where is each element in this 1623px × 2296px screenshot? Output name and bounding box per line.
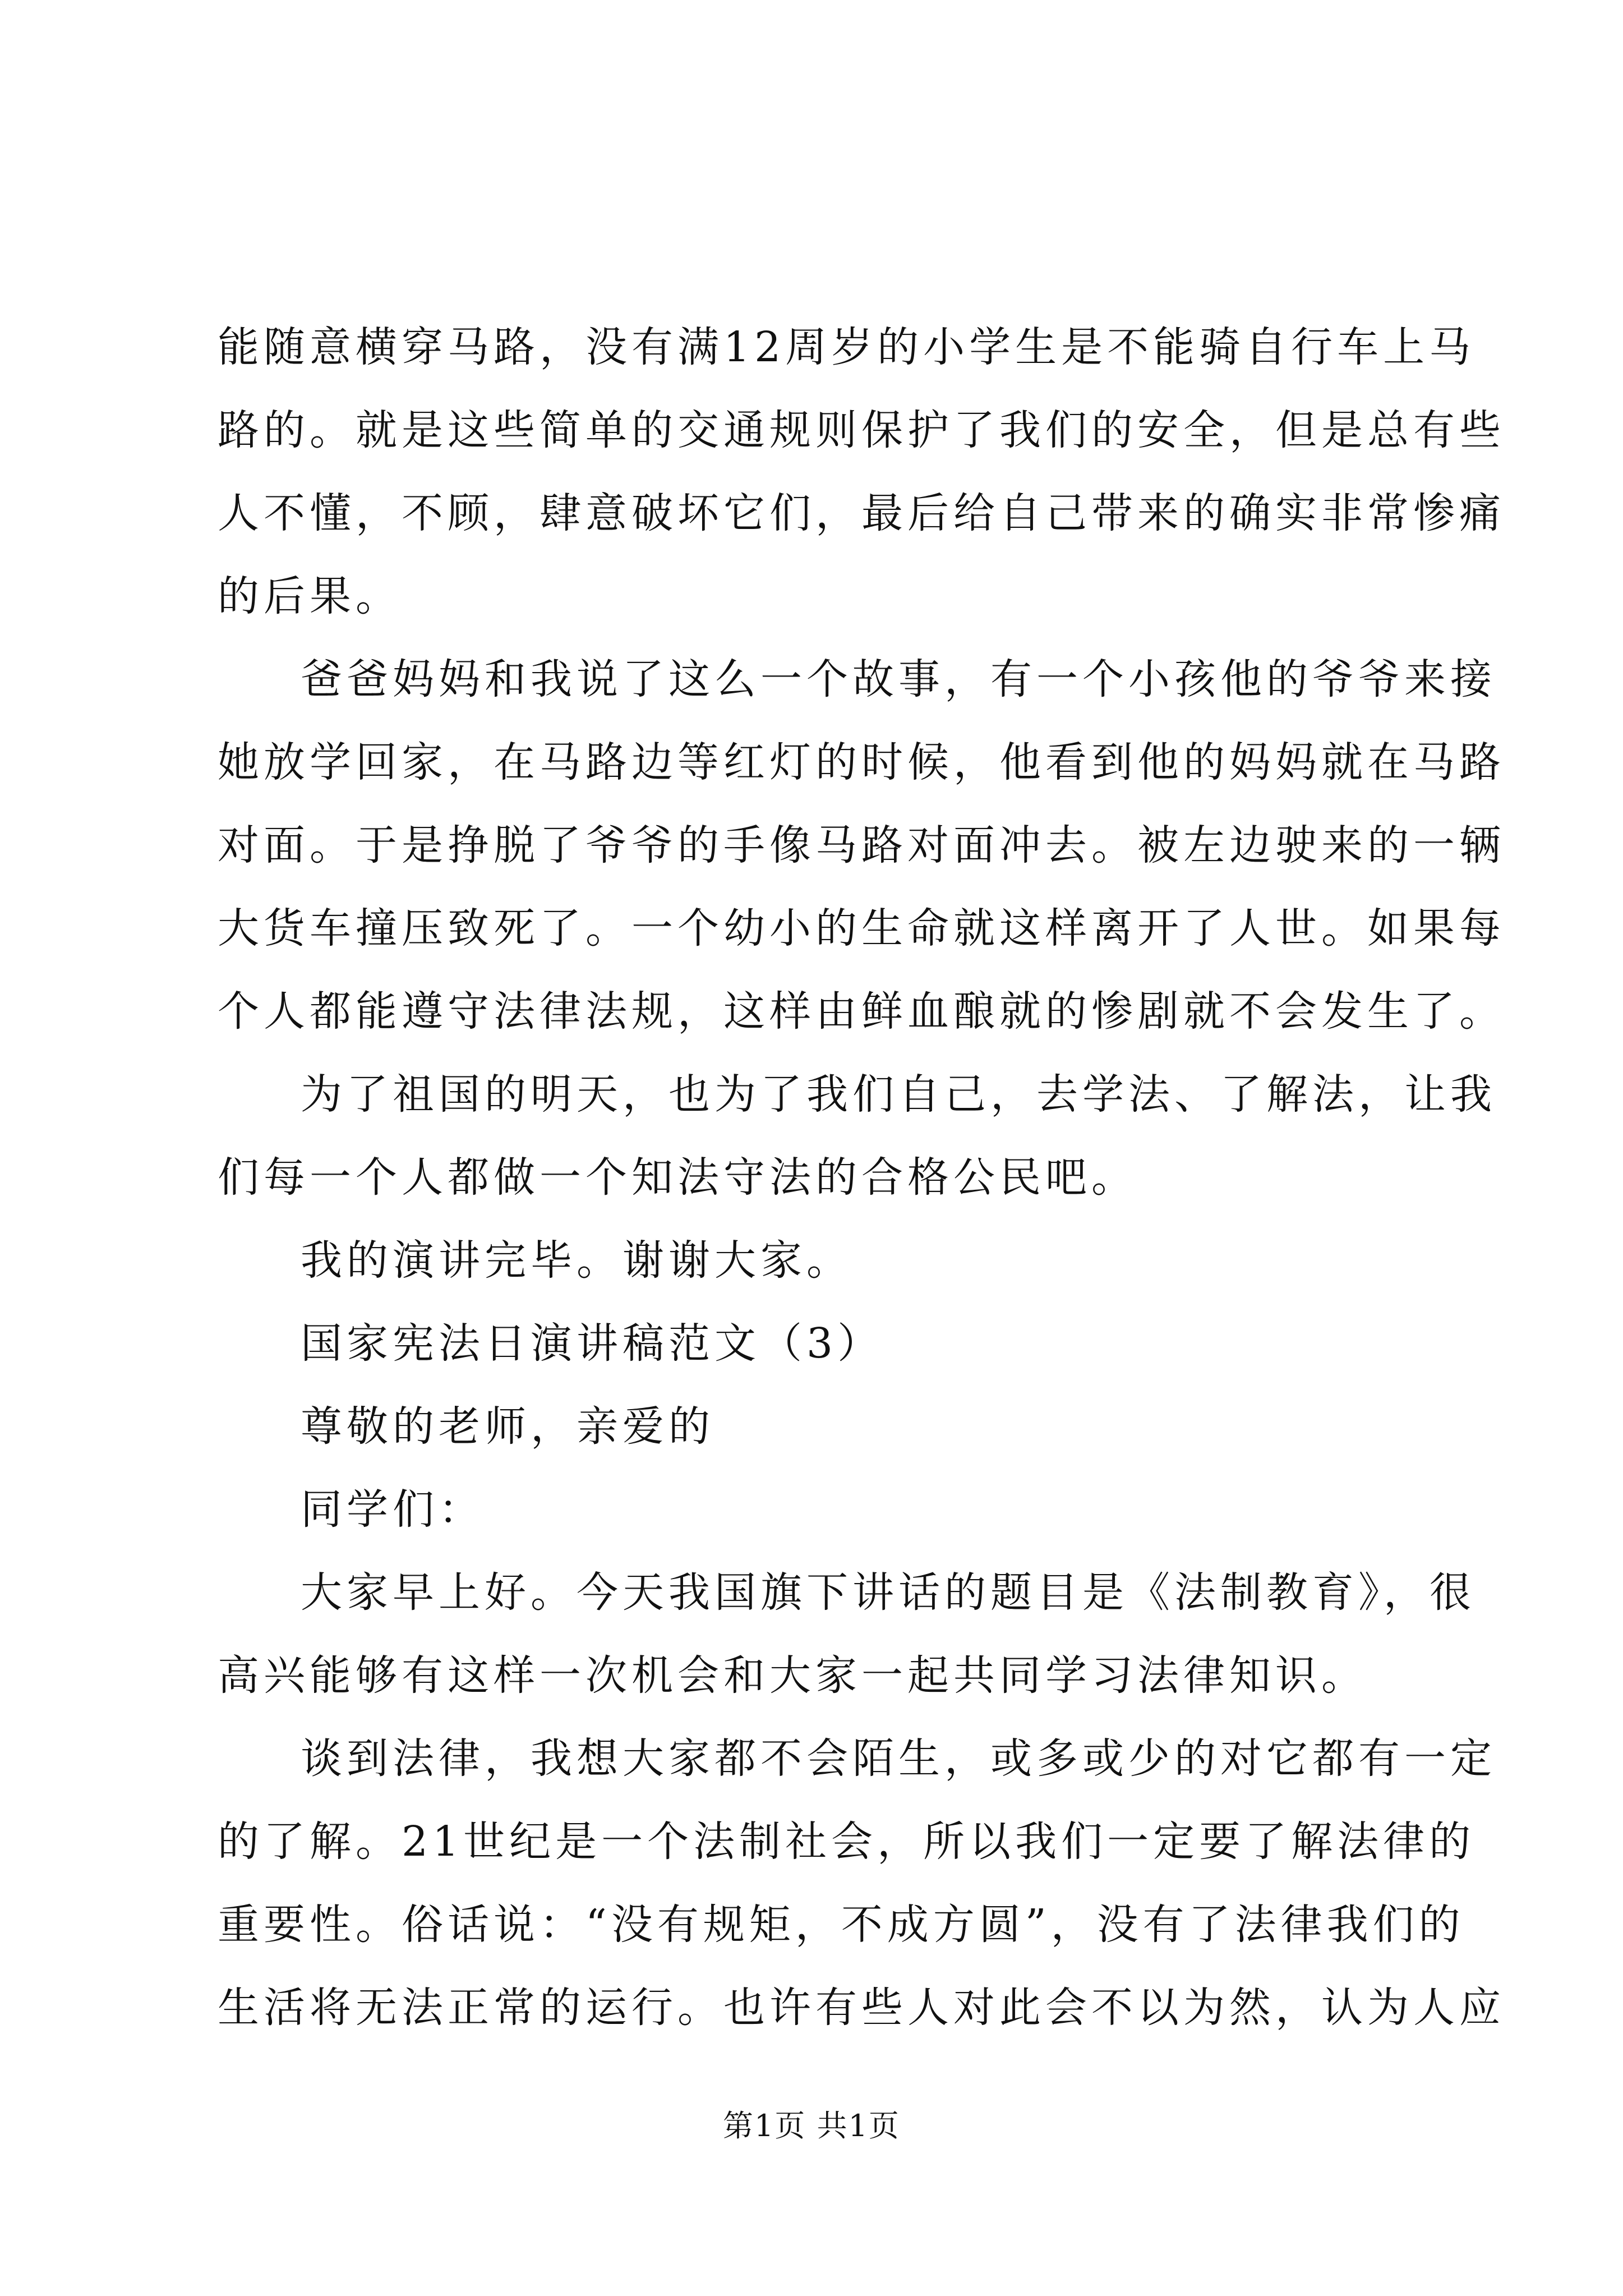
document-body	[218, 306, 1505, 2049]
salutation-line: 同学们：	[301, 1485, 485, 1534]
text-line: 人不懂，不顾，肆意破坏它们，最后给自己带来的确实非常惨痛	[218, 489, 1505, 537]
salutation-line: 尊敬的老师，亲爱的	[301, 1402, 714, 1451]
text-line: 她放学回家，在马路边等红灯的时候，他看到他的妈妈就在马路	[218, 738, 1505, 786]
paragraph-start-line: 为了祖国的明天，也为了我们自己，去学法、了解法，让我	[301, 1070, 1496, 1119]
section-title: 国家宪法日演讲稿范文（3）	[301, 1319, 884, 1368]
text-line: 个人都能遵守法律法规，这样由鲜血酿就的惨剧就不会发生了。	[218, 987, 1505, 1036]
text-line: 生活将无法正常的运行。也许有些人对此会不以为然，认为人应	[218, 1984, 1505, 2032]
text-line: 大货车撞压致死了。一个幼小的生命就这样离开了人世。如果每	[218, 904, 1505, 953]
text-line: 对面。于是挣脱了爷爷的手像马路对面冲去。被左边驶来的一辆	[218, 821, 1505, 869]
closing-line: 我的演讲完毕。谢谢大家。	[301, 1236, 852, 1285]
paragraph-start-line: 谈到法律，我想大家都不会陌生，或多或少的对它都有一定	[301, 1734, 1496, 1783]
paragraph-start-line: 大家早上好。今天我国旗下讲话的题目是《法制教育》，很	[301, 1568, 1476, 1617]
text-line: 高兴能够有这样一次机会和大家一起共同学习法律知识。	[218, 1651, 1367, 1700]
text-line: 重要性。俗话说：“没有规矩，不成方圆”，没有了法律我们的	[218, 1901, 1465, 1949]
text-line: 的后果。	[218, 572, 402, 620]
page-footer: 第1页 共1页	[723, 2108, 900, 2143]
text-line: 路的。就是这些简单的交通规则保护了我们的安全，但是总有些	[218, 406, 1505, 454]
text-line: 们每一个人都做一个知法守法的合格公民吧。	[218, 1153, 1137, 1202]
text-line: 的了解。21世纪是一个法制社会，所以我们一定要了解法律的	[218, 1818, 1476, 1866]
paragraph-start-line: 爸爸妈妈和我说了这么一个故事，有一个小孩他的爷爷来接	[301, 655, 1496, 703]
text-line: 能随意横穿马路，没有满12周岁的小学生是不能骑自行车上马	[218, 323, 1476, 371]
